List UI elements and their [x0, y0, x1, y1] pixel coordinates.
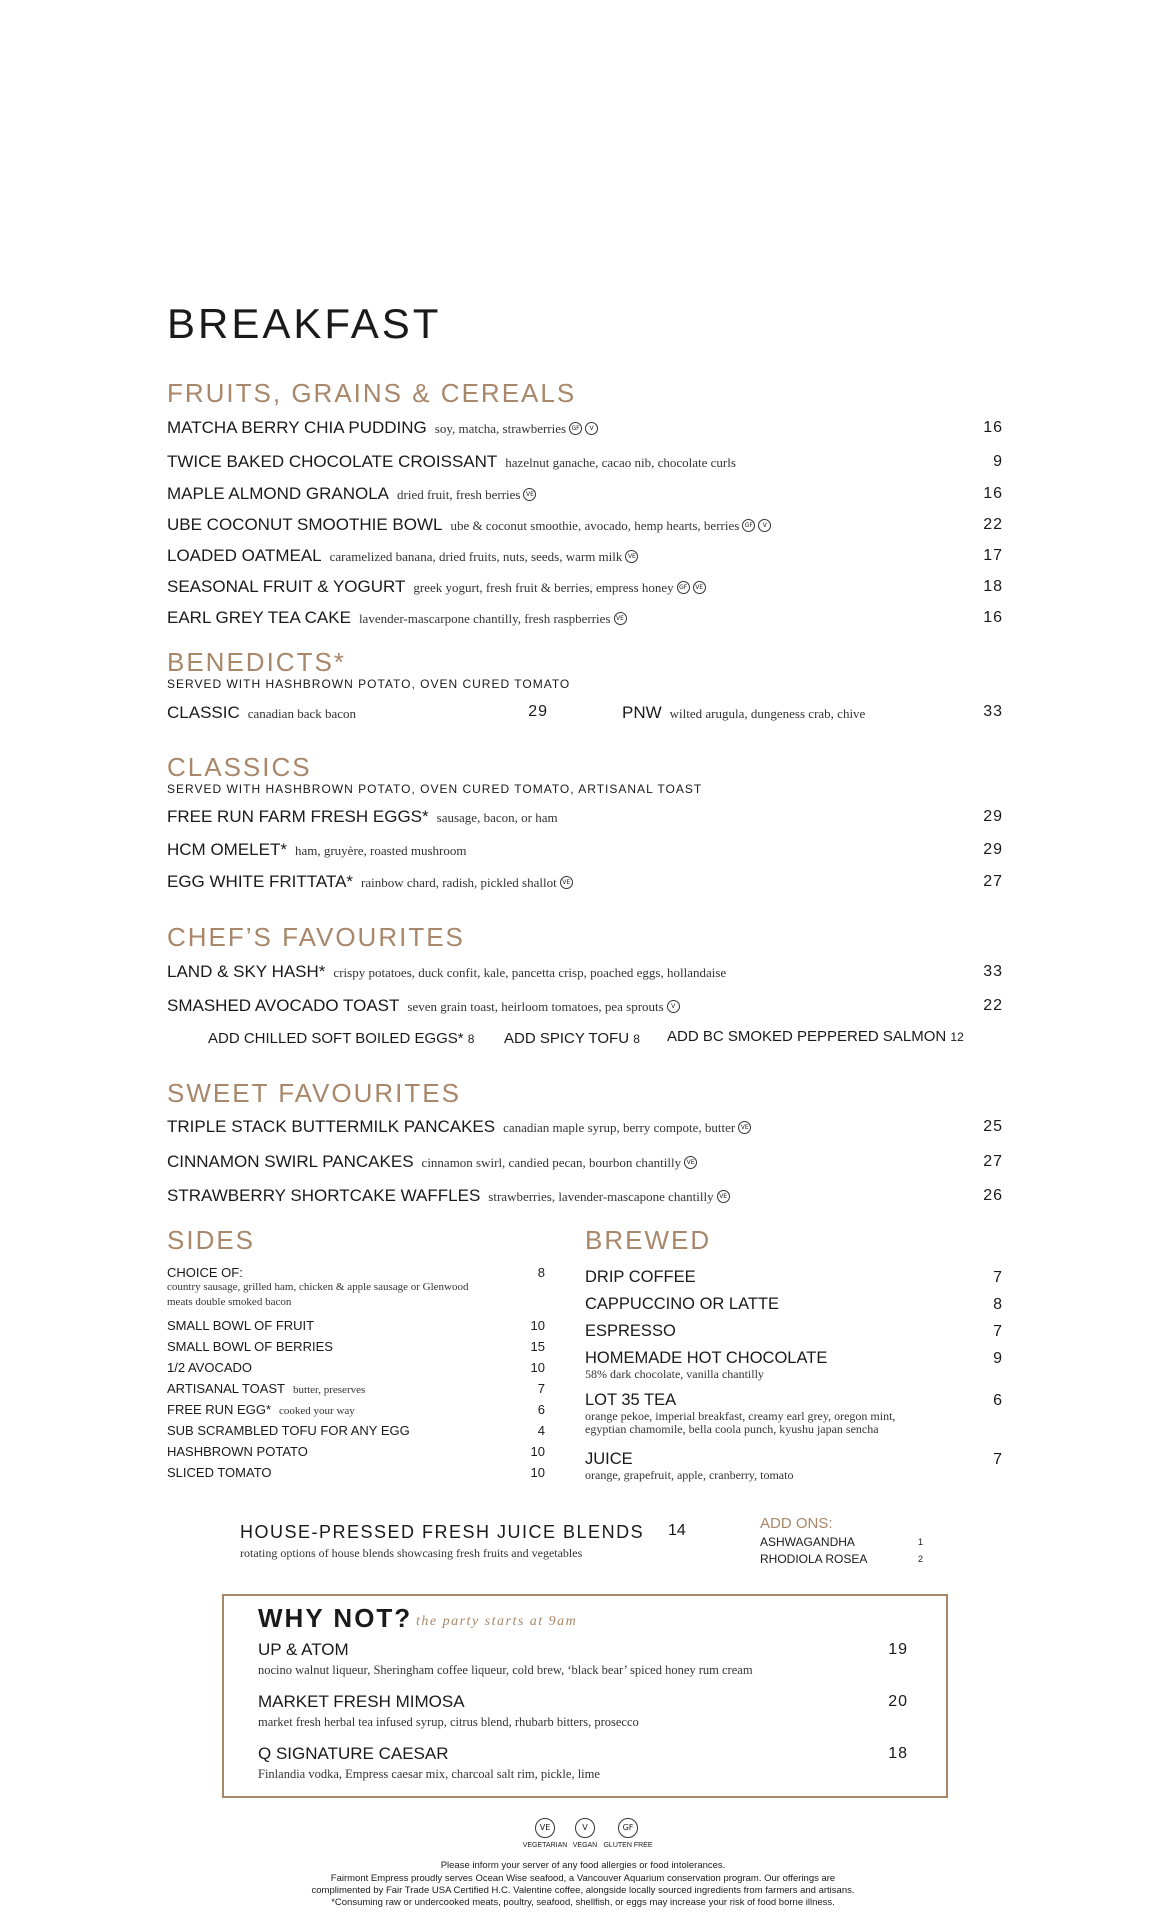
gluten-free-icon: GF — [569, 422, 582, 435]
item-name: HASHBROWN POTATO — [167, 1444, 308, 1459]
menu-title: BREAKFAST — [167, 300, 442, 347]
cocktail-price: 20 — [888, 1693, 908, 1710]
item-desc: butter, preserves — [293, 1384, 366, 1396]
item-name: SMASHED AVOCADO TOAST — [167, 996, 400, 1015]
cocktail-desc: market fresh herbal tea infused syrup, citrus blend, rhubarb bitters, prosecco — [258, 1715, 639, 1729]
item-name: LOADED OATMEAL — [167, 546, 322, 565]
item-price: 22 — [983, 997, 1003, 1014]
item-desc: hazelnut ganache, cacao nib, chocolate curls — [505, 455, 736, 470]
item-price: 29 — [528, 703, 548, 720]
section-heading-chefs: CHEF’S FAVOURITES — [167, 922, 465, 952]
footer-ocean-wise: Fairmont Empress proudly serves Ocean Wise seafood, a Vancouver Aquarium conservation program. Our offerings are — [330, 1873, 836, 1884]
section-heading-fruits: FRUITS, GRAINS & CEREALS — [167, 378, 577, 408]
section-heading-benedicts: BENEDICTS* — [167, 647, 346, 677]
gluten-free-icon: GF — [742, 519, 755, 532]
item-price: 16 — [983, 419, 1003, 436]
vegan-icon: V — [667, 1000, 680, 1013]
item-name: TRIPLE STACK BUTTERMILK PANCAKES — [167, 1117, 496, 1136]
item-desc: cooked your way — [279, 1405, 355, 1417]
item-name: FREE RUN FARM FRESH EGGS* — [167, 807, 429, 826]
item-price: 6 — [537, 1402, 545, 1417]
item-desc: cinnamon swirl, candied pecan, bourbon chantilly — [421, 1155, 682, 1170]
vegetarian-icon: VE — [614, 612, 627, 625]
juice-blends-title: HOUSE-PRESSED FRESH JUICE BLENDS — [240, 1522, 645, 1542]
brewed-item: ESPRESSO — [585, 1322, 676, 1340]
classics-subtitle: SERVED WITH HASHBROWN POTATO, OVEN CURED TOMATO, ARTISANAL TOAST — [167, 782, 703, 796]
cocktail-name: MARKET FRESH MIMOSA — [258, 1692, 465, 1711]
section-heading-brewed: BREWED — [585, 1225, 712, 1255]
item-name: ARTISANAL TOAST — [167, 1381, 286, 1396]
legend-vegan — [565, 1817, 605, 1849]
gluten-free-icon: GF — [618, 1818, 638, 1838]
legend-label: VEGAN — [572, 1842, 598, 1849]
item-price: 7 — [993, 1323, 1003, 1340]
addons-heading: ADD ONS: — [760, 1515, 833, 1532]
item-name: SMALL BOWL OF BERRIES — [167, 1339, 333, 1354]
item-price: 7 — [537, 1381, 545, 1396]
cocktail-price: 18 — [888, 1745, 908, 1762]
item-price: 26 — [983, 1187, 1003, 1204]
vegan-icon: V — [758, 519, 771, 532]
item-desc: ham, gruyère, roasted mushroom — [294, 843, 467, 858]
item-price: 27 — [983, 873, 1003, 890]
item-desc: orange pekoe, imperial breakfast, creamy earl grey, oregon mint, — [585, 1409, 896, 1423]
addon-name: ADD SPICY TOFU — [504, 1030, 630, 1047]
item-price: 8 — [993, 1296, 1003, 1313]
item-desc: sausage, bacon, or ham — [436, 810, 558, 825]
juice-blends-price: 14 — [668, 1522, 686, 1539]
legend-gluten-free — [603, 1817, 653, 1849]
menu-item-pnw — [622, 703, 865, 723]
item-desc: greek yogurt, fresh fruit & berries, empress honey — [413, 580, 674, 595]
item-desc: wilted arugula, dungeness crab, chive — [669, 706, 866, 721]
item-name: EARL GREY TEA CAKE — [167, 608, 351, 627]
item-price: 7 — [993, 1451, 1003, 1468]
item-name: PNW — [622, 703, 662, 722]
footer-warning: *Consuming raw or undercooked meats, poultry, seafood, shellfish, or eggs may increase your risk of food borne illness. — [331, 1897, 835, 1908]
item-price: 18 — [983, 578, 1003, 595]
menu-item — [167, 418, 598, 438]
side-item — [167, 1339, 333, 1354]
menu-item — [167, 840, 466, 860]
item-price: 29 — [983, 808, 1003, 825]
item-desc: lavender-mascarpone chantilly, fresh raspberries — [358, 611, 611, 626]
item-desc: seven grain toast, heirloom tomatoes, pea sprouts — [407, 999, 664, 1014]
footer-coffee: complimented by Fair Trade USA Certified H.C. Valentine coffee, alongside locally sourced ingredients from farmers and artisans. — [311, 1885, 855, 1896]
side-item — [167, 1318, 314, 1333]
item-desc: strawberries, lavender-mascapone chantilly — [488, 1189, 714, 1204]
item-desc: caramelized banana, dried fruits, nuts, seeds, warm milk — [329, 549, 623, 564]
brewed-item: DRIP COFFEE — [585, 1268, 696, 1286]
vegetarian-icon: VE — [523, 488, 536, 501]
item-name: SUB SCRAMBLED TOFU FOR ANY EGG — [167, 1423, 410, 1438]
vegan-icon: V — [575, 1818, 595, 1838]
vegetarian-icon: VE — [717, 1190, 730, 1203]
item-price: 6 — [993, 1392, 1003, 1409]
addon-price: 2 — [918, 1554, 924, 1564]
item-price: 33 — [983, 703, 1003, 720]
item-desc: 58% dark chocolate, vanilla chantilly — [585, 1367, 764, 1381]
sides-choice: CHOICE OF: — [167, 1265, 243, 1280]
juice-blends-desc: rotating options of house blends showcasing fresh fruits and vegetables — [240, 1546, 583, 1560]
item-price: 10 — [530, 1444, 545, 1459]
addon-eggs — [208, 1030, 474, 1047]
item-name: HCM OMELET* — [167, 840, 287, 859]
item-desc: ube & coconut smoothie, avocado, hemp hearts, berries — [450, 518, 740, 533]
footer-allergy: Please inform your server of any food allergies or food intolerances. — [440, 1860, 726, 1871]
item-price: 4 — [537, 1423, 545, 1438]
item-desc: egyptian chamomile, bella coola punch, kyushu japan sencha — [585, 1422, 879, 1436]
item-price: 16 — [983, 485, 1003, 502]
menu-item — [167, 807, 558, 827]
addon-name: ADD CHILLED SOFT BOILED EGGS* — [208, 1030, 464, 1047]
item-desc: dried fruit, fresh berries — [397, 487, 521, 502]
side-item — [167, 1423, 410, 1438]
menu-item — [167, 546, 638, 566]
item-price: 29 — [983, 841, 1003, 858]
item-desc: canadian back bacon — [247, 706, 357, 721]
item-price: 9 — [993, 1350, 1003, 1367]
sides-choice-desc: country sausage, grilled ham, chicken & apple sausage or Glenwood — [167, 1281, 469, 1293]
legend-vegetarian — [520, 1817, 570, 1849]
item-price: 7 — [993, 1269, 1003, 1286]
addon-price: 8 — [467, 1032, 475, 1046]
item-price: 15 — [530, 1339, 545, 1354]
menu-item — [167, 1117, 751, 1137]
menu-item — [167, 1152, 697, 1172]
vegetarian-icon: VE — [535, 1818, 555, 1838]
menu-item — [167, 452, 736, 472]
item-desc: orange, grapefruit, apple, cranberry, tomato — [585, 1468, 794, 1482]
brewed-item: LOT 35 TEA — [585, 1391, 677, 1409]
menu-item — [167, 1186, 730, 1206]
brewed-item: CAPPUCCINO OR LATTE — [585, 1295, 780, 1313]
addon-price: 8 — [633, 1032, 640, 1046]
item-price: 10 — [530, 1465, 545, 1480]
why-not-tagline: the party starts at 9am — [416, 1614, 578, 1629]
item-name: CLASSIC — [167, 703, 240, 722]
vegetarian-icon: VE — [560, 876, 573, 889]
vegetarian-icon: VE — [738, 1121, 751, 1134]
side-item — [167, 1444, 308, 1459]
cocktail-price: 19 — [888, 1641, 908, 1658]
item-desc: crispy potatoes, duck confit, kale, pancetta crisp, poached eggs, hollandaise — [333, 965, 727, 980]
item-name: FREE RUN EGG* — [167, 1402, 272, 1417]
addon-rhodiola: RHODIOLA ROSEA — [760, 1552, 868, 1566]
menu-item — [167, 962, 726, 982]
item-price: 10 — [530, 1360, 545, 1375]
addon-price: 1 — [918, 1537, 924, 1547]
item-price: 10 — [530, 1318, 545, 1333]
item-name: 1/2 AVOCADO — [167, 1360, 253, 1375]
addon-name: ADD BC SMOKED PEPPERED SALMON — [667, 1028, 947, 1045]
item-name: EGG WHITE FRITTATA* — [167, 872, 354, 891]
cocktail-desc: Finlandia vodka, Empress caesar mix, charcoal salt rim, pickle, lime — [258, 1767, 600, 1781]
item-name: TWICE BAKED CHOCOLATE CROISSANT — [167, 452, 498, 471]
section-heading-classics: CLASSICS — [167, 752, 312, 782]
item-desc: canadian maple syrup, berry compote, butter — [503, 1120, 736, 1135]
cocktail-name: UP & ATOM — [258, 1640, 349, 1659]
item-desc: rainbow chard, radish, pickled shallot — [361, 875, 557, 890]
vegetarian-icon: VE — [693, 581, 706, 594]
side-item — [167, 1360, 252, 1375]
item-price: 22 — [983, 516, 1003, 533]
addon-ashwagandha: ASHWAGANDHA — [760, 1535, 855, 1549]
sides-choice-desc: meats double smoked bacon — [167, 1296, 292, 1308]
section-heading-sides: SIDES — [167, 1225, 256, 1255]
menu-item — [167, 872, 573, 892]
item-name: MAPLE ALMOND GRANOLA — [167, 484, 390, 503]
item-desc: soy, matcha, strawberries — [434, 421, 567, 436]
item-price: 33 — [983, 963, 1003, 980]
vegetarian-icon: VE — [684, 1156, 697, 1169]
item-name: MATCHA BERRY CHIA PUDDING — [167, 418, 427, 437]
cocktail-desc: nocino walnut liqueur, Sheringham coffee liqueur, cold brew, ‘black bear’ spiced honey rum cream — [258, 1663, 753, 1677]
item-name: SEASONAL FRUIT & YOGURT — [167, 577, 406, 596]
side-item — [167, 1402, 355, 1417]
brewed-item: HOMEMADE HOT CHOCOLATE — [585, 1349, 828, 1367]
item-name: STRAWBERRY SHORTCAKE WAFFLES — [167, 1186, 481, 1205]
menu-item-classic — [167, 703, 356, 723]
legend-label: GLUTEN FREE — [603, 1842, 653, 1849]
item-price: 16 — [983, 609, 1003, 626]
legend-label: VEGETARIAN — [522, 1842, 568, 1849]
menu-item — [167, 577, 706, 597]
item-name: SLICED TOMATO — [167, 1465, 272, 1480]
addon-salmon — [667, 1028, 964, 1045]
sides-choice-price: 8 — [537, 1265, 545, 1280]
menu-item — [167, 515, 771, 535]
vegetarian-icon: VE — [625, 550, 638, 563]
item-price: 27 — [983, 1153, 1003, 1170]
item-name: UBE COCONUT SMOOTHIE BOWL — [167, 515, 443, 534]
menu-item — [167, 484, 536, 504]
section-heading-sweet: SWEET FAVOURITES — [167, 1078, 461, 1108]
side-item — [167, 1465, 272, 1480]
item-name: SMALL BOWL OF FRUIT — [167, 1318, 315, 1333]
item-price: 25 — [983, 1118, 1003, 1135]
item-price: 17 — [983, 547, 1003, 564]
item-name: CINNAMON SWIRL PANCAKES — [167, 1152, 414, 1171]
side-item — [167, 1381, 365, 1396]
item-price: 9 — [993, 453, 1003, 470]
gluten-free-icon: GF — [677, 581, 690, 594]
menu-item — [167, 608, 627, 628]
why-not-heading: WHY NOT? — [258, 1603, 413, 1633]
cocktail-name: Q SIGNATURE CAESAR — [258, 1744, 449, 1763]
menu-item — [167, 996, 680, 1016]
brewed-item: JUICE — [585, 1450, 633, 1468]
benedicts-subtitle: SERVED WITH HASHBROWN POTATO, OVEN CURED TOMATO — [167, 677, 571, 691]
addon-price: 12 — [950, 1030, 964, 1044]
item-name: LAND & SKY HASH* — [167, 962, 326, 981]
vegan-icon: V — [585, 422, 598, 435]
addon-tofu — [504, 1030, 640, 1047]
